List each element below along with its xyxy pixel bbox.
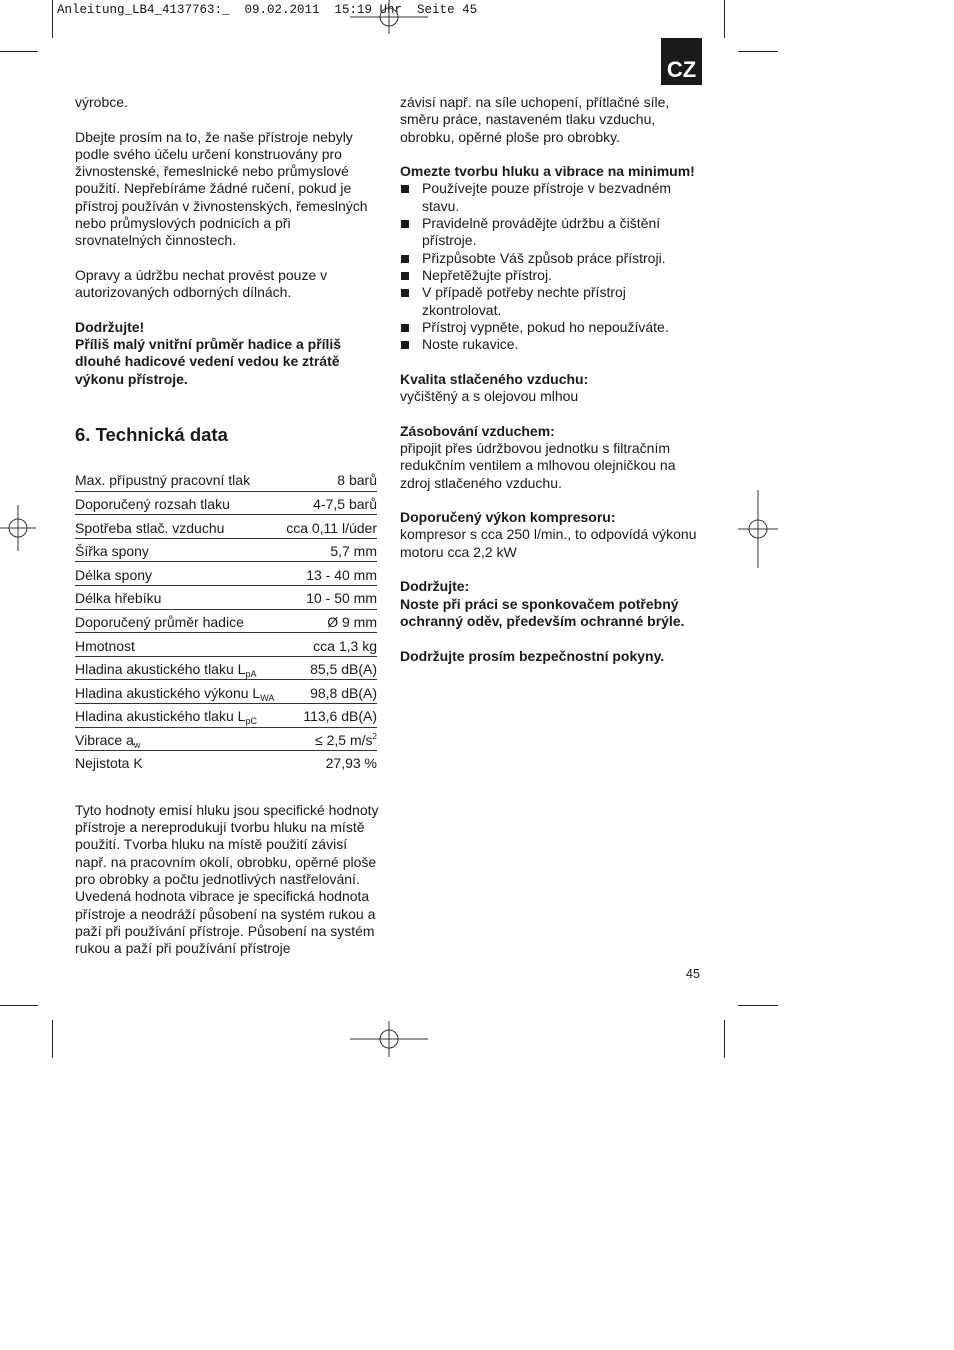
spec-label-text: Hladina akustického tlaku L [75, 661, 246, 678]
spec-value [283, 656, 378, 680]
spec-value-text: cca 0,11 l/úder [286, 519, 377, 536]
spec-label-text: Max. přípustný pracovní tlak [75, 472, 251, 489]
spec-label [75, 751, 283, 774]
spec-value-text: 27,93 % [325, 755, 377, 772]
spec-value [283, 562, 378, 586]
spec-row [75, 633, 377, 657]
registration-mark-bottom [350, 1021, 428, 1057]
spec-value [283, 609, 378, 633]
spec-value [283, 703, 378, 727]
spec-value [283, 633, 378, 657]
note-title: Dodržujte! [75, 318, 145, 335]
section-heading: 6. Technická data [75, 424, 228, 446]
compressor-title: Doporučený výkon kompresoru: [400, 509, 616, 526]
left-column [75, 94, 380, 957]
spec-label [75, 538, 283, 562]
spec-value-text: 10 - 50 mm [306, 590, 377, 607]
paragraph: závisí např. na síle uchopení, přítlačné síle, směru práce, nastaveném tlaku vzduchu, obrobku, opěrné ploše pro obrobky. [400, 94, 670, 145]
spec-label [75, 562, 283, 586]
spec-value [283, 751, 378, 774]
spec-value-text: 8 barů [337, 472, 377, 489]
air-quality-text: vyčištěný a s olejovou mlhou [400, 388, 579, 405]
paragraph: Dbejte prosím na to, že naše přístroje nebyly podle svého účelu určení konstruovány pro živnostenské, řemeslnické nebo průmyslové použití. Nepřebíráme žádné ručení, pokud je přístroj používán v živnostenských, řemeslných nebo průmyslových podnicích a při srovnatelných činnostech. [75, 128, 368, 249]
air-supply-title: Zásobování vzduchem: [400, 422, 555, 439]
spec-value-text: Ø 9 mm [327, 613, 377, 630]
spec-label-text: Doporučený rozsah tlaku [75, 495, 230, 512]
air-supply-text: připojit přes údržbovou jednotku s filtračním redukčním ventilem a mlhovou olejničkou na zdroj stlačeného vzduchu. [400, 439, 676, 491]
bullet-item: Pravidelně provádějte údržbu a čištění přístroje. [400, 215, 705, 250]
spec-value-text: ≤ 2,5 m/s [315, 731, 373, 748]
spec-value-text: 5,7 mm [330, 543, 377, 560]
spec-row [75, 727, 377, 751]
spec-label [75, 468, 283, 491]
spec-label [75, 586, 283, 610]
spec-row [75, 468, 377, 491]
air-quality-title: Kvalita stlačeného vzduchu: [400, 370, 589, 387]
spec-label-subscript: w [133, 739, 141, 750]
spec-label-subscript: pA [245, 669, 257, 680]
spec-row [75, 703, 377, 727]
spec-label-text: Délka spony [75, 566, 153, 583]
spec-row [75, 491, 377, 515]
spec-value-text: 13 - 40 mm [306, 566, 377, 583]
spec-label-text: Doporučený průměr hadice [75, 613, 244, 630]
spec-label-text: Šířka spony [75, 543, 149, 560]
registration-mark-left [0, 505, 36, 551]
bullet-item: Používejte pouze přístroje v bezvadném stavu. [400, 180, 705, 215]
paragraph: Uvedená hodnota vibrace je specifická hodnota přístroje a neodráží působení na systém rukou a paží při používání přístroje. Působení na systém rukou a paží při používání přístroje [75, 888, 376, 957]
spec-row [75, 562, 377, 586]
spec-label [75, 491, 283, 515]
bullet-item: V případě potřeby nechte přístroj zkontrolovat. [400, 284, 705, 319]
spec-label-text: Hladina akustického výkonu L [75, 684, 261, 701]
spec-label-text: Nejistota K [75, 755, 143, 772]
spec-row [75, 680, 377, 704]
observe-title: Dodržujte: [400, 578, 470, 595]
spec-value-text: 98,8 dB(A) [310, 684, 377, 701]
bullet-item: Přístroj vypněte, pokud ho nepoužíváte. [400, 319, 705, 336]
spec-value [283, 538, 378, 562]
noise-title: Omezte tvorbu hluku a vibrace na minimum! [400, 163, 695, 180]
page-number: 45 [686, 967, 700, 981]
spec-row [75, 609, 377, 633]
spec-value [283, 468, 378, 491]
spec-value-text: cca 1,3 kg [313, 637, 377, 654]
registration-mark-right [738, 490, 778, 568]
right-column [400, 94, 705, 665]
spec-label [75, 515, 283, 539]
spec-row [75, 515, 377, 539]
spec-label [75, 680, 283, 704]
language-badge: CZ [661, 38, 702, 85]
paragraph: výrobce. [75, 94, 128, 110]
spec-value-superscript: 2 [372, 731, 377, 741]
registration-mark-top [350, 0, 428, 34]
spec-label [75, 703, 283, 727]
spec-label-subscript: WA [260, 692, 275, 703]
spec-table [75, 468, 377, 774]
spec-row [75, 586, 377, 610]
spec-row [75, 538, 377, 562]
spec-label-text: Vibrace a [75, 731, 134, 748]
paragraph: Opravy a údržbu nechat provést pouze v autorizovaných odborných dílnách. [75, 266, 328, 301]
spec-label-text: Hladina akustického tlaku L [75, 708, 246, 725]
spec-value-text: 85,5 dB(A) [310, 661, 377, 678]
bullet-item: Nepřetěžujte přístroj. [400, 267, 705, 284]
spec-value-text: 113,6 dB(A) [303, 708, 377, 725]
spec-value [283, 491, 378, 515]
spec-row [75, 751, 377, 774]
bullet-list [400, 180, 705, 353]
spec-label [75, 633, 283, 657]
spec-value [283, 680, 378, 704]
compressor-text: kompresor s cca 250 l/min., to odpovídá výkonu motoru cca 2,2 kW [400, 526, 697, 560]
paragraph: Tyto hodnoty emisí hluku jsou specifické hodnoty přístroje a nereprodukují tvorbu hluku na místě použití. Tvorba hluku na místě použití závisí např. na pracovním okolí, obrobku, opěrné ploše pro obrobky a počtu jednotlivých nastřelování. [75, 801, 379, 887]
print-slug: Anleitung_LB4_4137763:_ 09.02.2011 15:19 Uhr Seite 45 [57, 3, 478, 17]
spec-label [75, 656, 283, 680]
bullet-item: Přizpůsobte Váš způsob práce přístroji. [400, 250, 705, 267]
safety-note: Dodržujte prosím bezpečnostní pokyny. [400, 647, 665, 664]
note-text: Příliš malý vnitřní průměr hadice a příliš dlouhé hadicové vedení vedou ke ztrátě výkonu přístroje. [75, 336, 342, 387]
spec-label-text: Spotřeba stlač. vzduchu [75, 519, 225, 536]
spec-label-subscript: pC [245, 716, 257, 727]
spec-value [283, 515, 378, 539]
spec-row [75, 656, 377, 680]
spec-value [283, 586, 378, 610]
spec-label [75, 609, 283, 633]
spec-value [283, 727, 378, 751]
spec-value-text: 4-7,5 barů [313, 495, 377, 512]
observe-text: Noste při práci se sponkovačem potřebný ochranný oděv, především ochranné brýle. [400, 595, 685, 629]
spec-label-text: Délka hřebíku [75, 590, 162, 607]
spec-label [75, 727, 283, 751]
spec-label-text: Hmotnost [75, 637, 135, 654]
bullet-item: Noste rukavice. [400, 336, 705, 353]
